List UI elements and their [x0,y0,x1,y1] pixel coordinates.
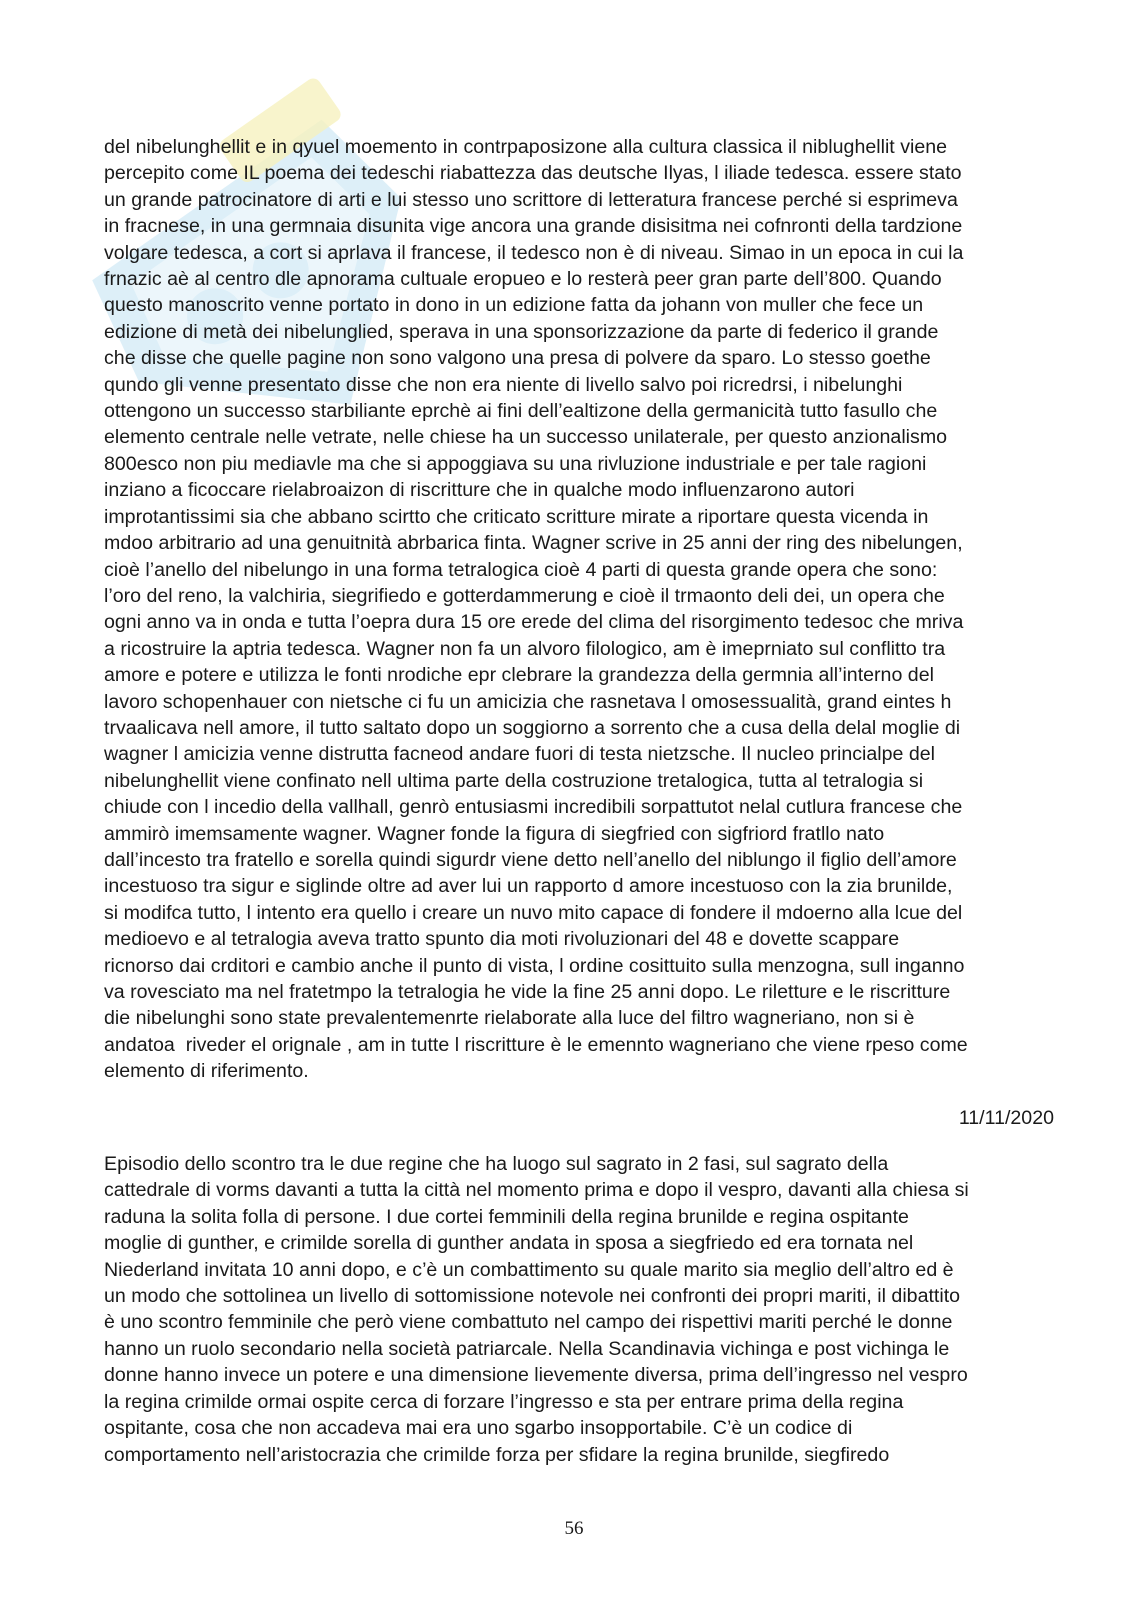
paragraph-1: del nibelunghellit e in qyuel moemento in contrpaposizone alla cultura classica il niblughellit viene percepito come IL poema dei tedeschi riabattezza das deutsche Ilyas, l iliade tedesca. essere stato un grande patrocinatore di arti e lui stesso uno scrittore di letteratura francese perché si esprimeva in fracnese, in una germnaia disunita vige ancora una grande disisitma nei cofnronti della tardzione volgare tedesca, a cort si aprlava il francese, il tedesco non è di niveau. Simao in un epoca in cui la frnazic aè al centro dle apnorama cultuale eropueo e lo resterà peer gran parte dell’800. Quando questo manoscrito venne portato in dono in un edizione fatta da johann von muller che fece un edizione di metà dei nibelunglied, sperava in una sponsorizzazione da parte di federico il grande che disse che quelle pagine non sono valgono una presa di polvere da sparo. Lo stesso goethe qundo gli venne presentato disse che non era niente di livello salvo poi ricredrsi, i nibelunghi ottengono un successo starbiliante eprchè ai fini dell’ealtizone della germanicità tutto fasullo che elemento centrale nelle vetrate, nelle chiese ha un successo unilaterale, per questo anzionalismo 800esco non piu mediavle ma che si appoggiava su una rivluzione industriale e per tale ragioni inziano a ficoccare rielabroaizon di riscritture che in qualche modo influenzarono autori improtantissimi sia che abbano scirtto che criticato scritture mirate a riportare questa vicenda in mdoo arbitrario ad una genuitnità abrbarica finta. Wagner scrive in 25 anni der ring des nibelungen, cioè l’anello del nibelungo in una forma tetralogica cioè 4 parti di questa grande opera che sono: l’oro del reno, la valchiria, siegrifiedo e gotterdammerung e cioè il trmaonto deli dei, un opera che ogni anno va in onda e tutta l’oepra dura 15 ore erede del clima del risorgimento tedesoc che mriva a ricostruire la aptria tedesca. Wagner non fa un alvoro filologico, am è imeprniato sul conflitto tra amore e potere e utilizza le fonti nrodiche epr clebrare la grandezza della germnia all’interno del lavoro schopenhauer con nietsche ci fu un amicizia che rasnetava l omosessualità, grand eintes h trvaalicava nell amore, il tutto saltato dopo un soggiorno a sorrento che a cusa della delal moglie di wagner l amicizia venne distrutta facneod andare fuori di testa nietzsche. Il nucleo princialpe del nibelunghellit viene confinato nell ultima parte della costruzione tretalogica, tutta al tetralogia si chiude con l incedio della vallhall, genrò entusiasmi incredibili sorpattutot nelal cutlura francese che ammirò imemsamente wagner. Wagner fonde la figura di siegfried con sigfriord fratllo nato dall’incesto tra fratello e sorella quindi sigurdr viene detto nell’anello del niblungo il figlio dell’amore incestuoso tra sigur e siglinde oltre ad aver lui un rapporto d amore incestuoso con la zia brunilde, si modifca tutto, l intento era quello i creare un nuvo mito capace di fondere il mdoerno alla lcue del medioevo e al tetralogia aveva tratto spunto dia moti rivoluzionari del 48 e dovette scappare ricnorso dai crditori e cambio anche il punto di vista, l ordine cosittuito sulla menzogna, sull inganno va rovesciato ma nel fratetmpo la tetralogia he vide la fine 25 anni dopo. Le riletture e le riscritture die nibelunghi sono state prevalentemenrte rielaborate alla luce del filtro wagneriano, non si è andatoa riveder el orignale , am in tutte l riscritture è le emennto wagneriano che viene rpeso come elemento di riferimento. [104,136,968,1083]
document-text [104,134,1054,1468]
page-number: 56 [564,1518,584,1539]
date-label: 11/11/2020 [958,1106,1054,1129]
paragraph-2: Episodio dello scontro tra le due regine che ha luogo sul sagrato in 2 fasi, sul sagrato della cattedrale di vorms davanti a tutta la città nel momento prima e dopo il vespro, davanti alla chiesa si raduna la solita folla di persone. I due cortei femminili della regina brunilde e regina ospitante moglie di gunther, e crimilde sorella di gunther andata in sposa a siegfriedo ed era tornata nel Niederland invitata 10 anni dopo, e c’è un combattimento su quale marito sia meglio dell’altro ed è un modo che sottolinea un livello di sottomissione notevole nei confronti dei propri mariti, il dibattito è uno scontro femminile che però viene combattuto nel campo dei rispettivi mariti perché le donne hanno un ruolo secondario nella società patriarcale. Nella Scandinavia vichinga e post vichinga le donne hanno invece un potere e una dimensione lievemente diversa, prima dell’ingresso nel vespro la regina crimilde ormai ospite cerca di forzare l’ingresso e sta per entrare prima della regina ospitante, cosa che non accadeva mai era uno sgarbo insopportabile. C’è un codice di comportamento nell’aristocrazia che crimilde forza per sfidare la regina brunilde, siegfiredo [104,1153,969,1466]
